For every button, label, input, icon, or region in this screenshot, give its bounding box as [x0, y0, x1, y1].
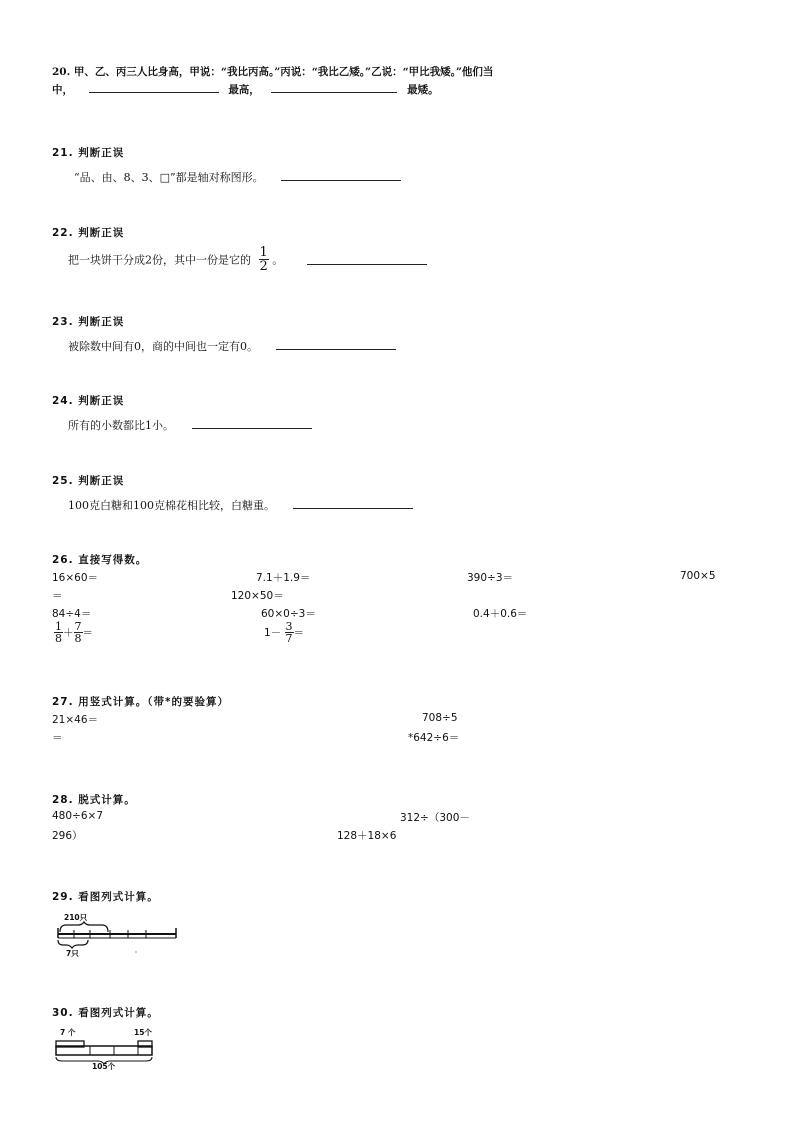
q27-item-1: 21×46＝ [52, 714, 99, 726]
q25-statement [68, 497, 413, 513]
q26-frac2-den: 7 [285, 632, 293, 645]
q29-line-diagram [52, 910, 182, 958]
q23-statement [68, 338, 396, 354]
q20-prefix: 中， [52, 84, 73, 96]
q26-item-9 [54, 621, 93, 644]
q26-frac-b [74, 621, 83, 644]
q20-suffix: 最矮。 [407, 84, 439, 96]
q30-left-label: 7 个 [60, 1028, 76, 1037]
q29-top-brace [60, 922, 108, 932]
q29-bottom-label: 7只 [66, 949, 79, 958]
q26-frac2-num: 3 [285, 620, 293, 633]
q23-answer-blank[interactable] [276, 339, 396, 350]
q22-frac-num: 1 [259, 245, 268, 260]
q20-mid: 最高， [228, 84, 260, 96]
q26-frac2-lead: 1－ [264, 627, 282, 639]
q25-title: 25. 判断正误 [52, 475, 125, 487]
q25-answer-blank[interactable] [293, 498, 413, 509]
q20-line1: 20. 甲、乙、丙三人比身高，甲说：“我比丙高。”丙说：“我比乙矮。”乙说：“甲比我矮。”他们当 [52, 66, 494, 78]
q28-title: 28. 脱式计算。 [52, 794, 136, 806]
q26-frac-a-den: 8 [55, 632, 62, 645]
q26-frac2 [285, 621, 294, 644]
q26-frac-eq: ＝ [82, 627, 93, 639]
q26-item-6: 84÷4＝ [52, 608, 92, 620]
q30-bottom-label: 105个 [92, 1062, 116, 1070]
q22-text: 把一块饼干分成2份，其中一份是它的 [68, 253, 251, 267]
q30-right-label: 15个 [134, 1028, 152, 1037]
q29-dot [135, 951, 136, 952]
q26-item-4: 700×5 [680, 570, 716, 582]
q26-frac-b-den: 8 [74, 632, 82, 645]
q26-item-10 [264, 621, 304, 644]
q26-frac-op: ＋ [63, 627, 74, 639]
q26-frac-a [54, 621, 63, 644]
q22-suffix: 。 [272, 253, 284, 267]
q20-line2 [52, 82, 439, 97]
q26-title: 26. 直接写得数。 [52, 554, 148, 566]
q24-text: 所有的小数都比1小。 [68, 419, 174, 432]
q26-item-4-eq: ＝ [52, 590, 63, 602]
q20-answer-blank-tallest[interactable] [89, 82, 219, 93]
q23-title: 23. 判断正误 [52, 316, 125, 328]
q22-statement [68, 246, 427, 273]
q26-item-7: 60×0÷3＝ [261, 608, 316, 620]
q25-text: 100克白糖和100克棉花相比较，白糖重。 [68, 499, 275, 512]
q27-item-3: *642÷6＝ [408, 732, 460, 744]
q22-frac-den: 2 [259, 259, 268, 274]
q29-title: 29. 看图列式计算。 [52, 891, 159, 903]
q24-answer-blank[interactable] [192, 418, 312, 429]
q30-title: 30. 看图列式计算。 [52, 1007, 159, 1019]
q29-bottom-brace [58, 940, 88, 948]
q26-item-8: 0.4＋0.6＝ [473, 608, 528, 620]
q26-frac-b-num: 7 [74, 620, 82, 633]
q28-item-2: 312÷（300－ [400, 812, 470, 824]
q22-answer-blank[interactable] [307, 254, 427, 265]
q21-title: 21. 判断正误 [52, 147, 125, 159]
q23-text: 被除数中间有0，商的中间也一定有0。 [68, 340, 258, 353]
q27-title: 27. 用竖式计算。（带*的要验算） [52, 696, 229, 708]
q26-frac2-eq: ＝ [293, 627, 305, 639]
q21-statement [74, 169, 401, 185]
q26-item-3: 390÷3＝ [467, 572, 514, 584]
q26-frac-a-num: 1 [55, 620, 62, 633]
q26-item-1: 16×60＝ [52, 572, 99, 584]
q26-item-5: 120×50＝ [231, 590, 284, 602]
q28-item-1: 480÷6×7 [52, 810, 103, 822]
q24-title: 24. 判断正误 [52, 395, 125, 407]
q21-text: “品、由、8、3、□”都是轴对称图形。 [74, 171, 264, 184]
q28-item-3: 128＋18×6 [337, 830, 397, 842]
q30-line-diagram [52, 1024, 162, 1070]
q27-item-1-eq: ＝ [52, 732, 63, 744]
q22-fraction [259, 246, 269, 273]
q22-title: 22. 判断正误 [52, 227, 125, 239]
q28-item-2-cont: 296） [52, 830, 83, 842]
q26-item-2: 7.1＋1.9＝ [256, 572, 311, 584]
q21-answer-blank[interactable] [281, 170, 401, 181]
q29-top-label: 210只 [64, 913, 88, 922]
q20-answer-blank-shortest[interactable] [271, 82, 397, 93]
q24-statement [68, 417, 312, 433]
q27-item-2: 708÷5 [422, 712, 458, 724]
